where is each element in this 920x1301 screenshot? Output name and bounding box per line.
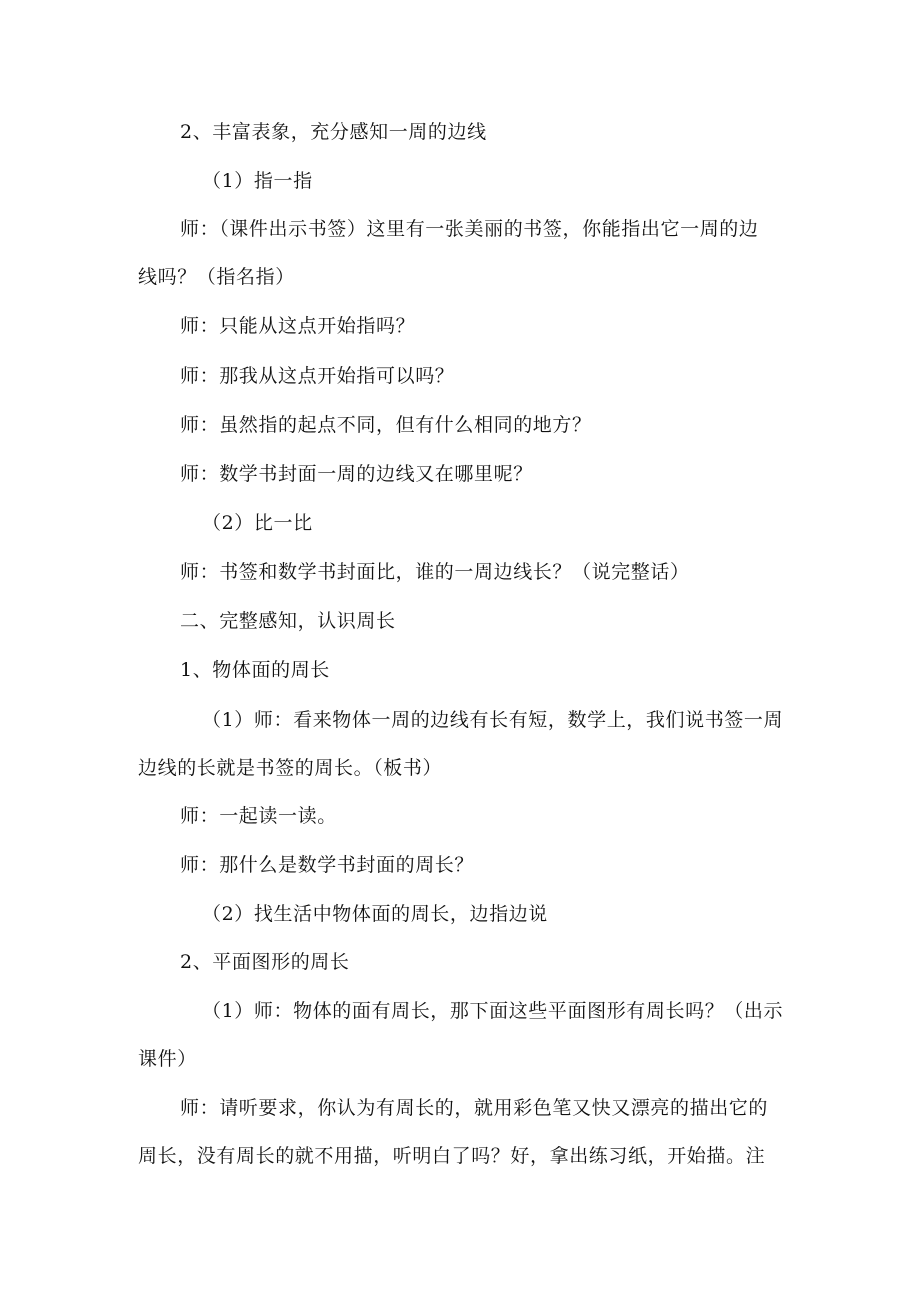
section-heading: 二、完整感知，认识周长 xyxy=(180,610,396,632)
paragraph-line: 周长，没有周长的就不用描，听明白了吗？好，拿出练习纸，开始描。注 xyxy=(138,1145,766,1167)
paragraph-line: （1）师：看来物体一周的边线有长有短，数学上，我们说书签一周 xyxy=(202,709,784,731)
section-heading: 2、平面图形的周长 xyxy=(180,951,350,973)
paragraph-line: 师：请听要求，你认为有周长的，就用彩色笔又快又漂亮的描出它的 xyxy=(180,1097,769,1119)
subsection-heading: （2）找生活中物体面的周长，边指边说 xyxy=(202,903,548,925)
subsection-heading: （2）比一比 xyxy=(202,512,313,534)
paragraph-line: 师：那什么是数学书封面的周长？ xyxy=(180,854,475,876)
paragraph-line: 师：（课件出示书签）这里有一张美丽的书签，你能指出它一周的边 xyxy=(180,218,759,240)
paragraph-line: 师：虽然指的起点不同，但有什么相同的地方？ xyxy=(180,414,592,436)
subsection-heading: （1）指一指 xyxy=(202,170,313,192)
paragraph-line: 课件） xyxy=(138,1048,197,1070)
paragraph-line: 边线的长就是书签的周长。（板书） xyxy=(138,757,443,779)
paragraph-line: 师：那我从这点开始指可以吗？ xyxy=(180,365,455,387)
section-heading: 2、丰富表象，充分感知一周的边线 xyxy=(180,121,487,143)
paragraph-line: 师：只能从这点开始指吗？ xyxy=(180,315,416,337)
section-heading: 1、物体面的周长 xyxy=(180,659,330,681)
paragraph-line: 师：数学书封面一周的边线又在哪里呢？ xyxy=(180,463,533,485)
paragraph-line: 师：书签和数学书封面比，谁的一周边线长？（说完整话） xyxy=(180,561,690,583)
paragraph-line: 线吗？（指名指） xyxy=(138,266,295,288)
paragraph-line: （1）师：物体的面有周长，那下面这些平面图形有周长吗？（出示 xyxy=(202,1000,784,1022)
paragraph-line: 师：一起读一读。 xyxy=(180,805,337,827)
